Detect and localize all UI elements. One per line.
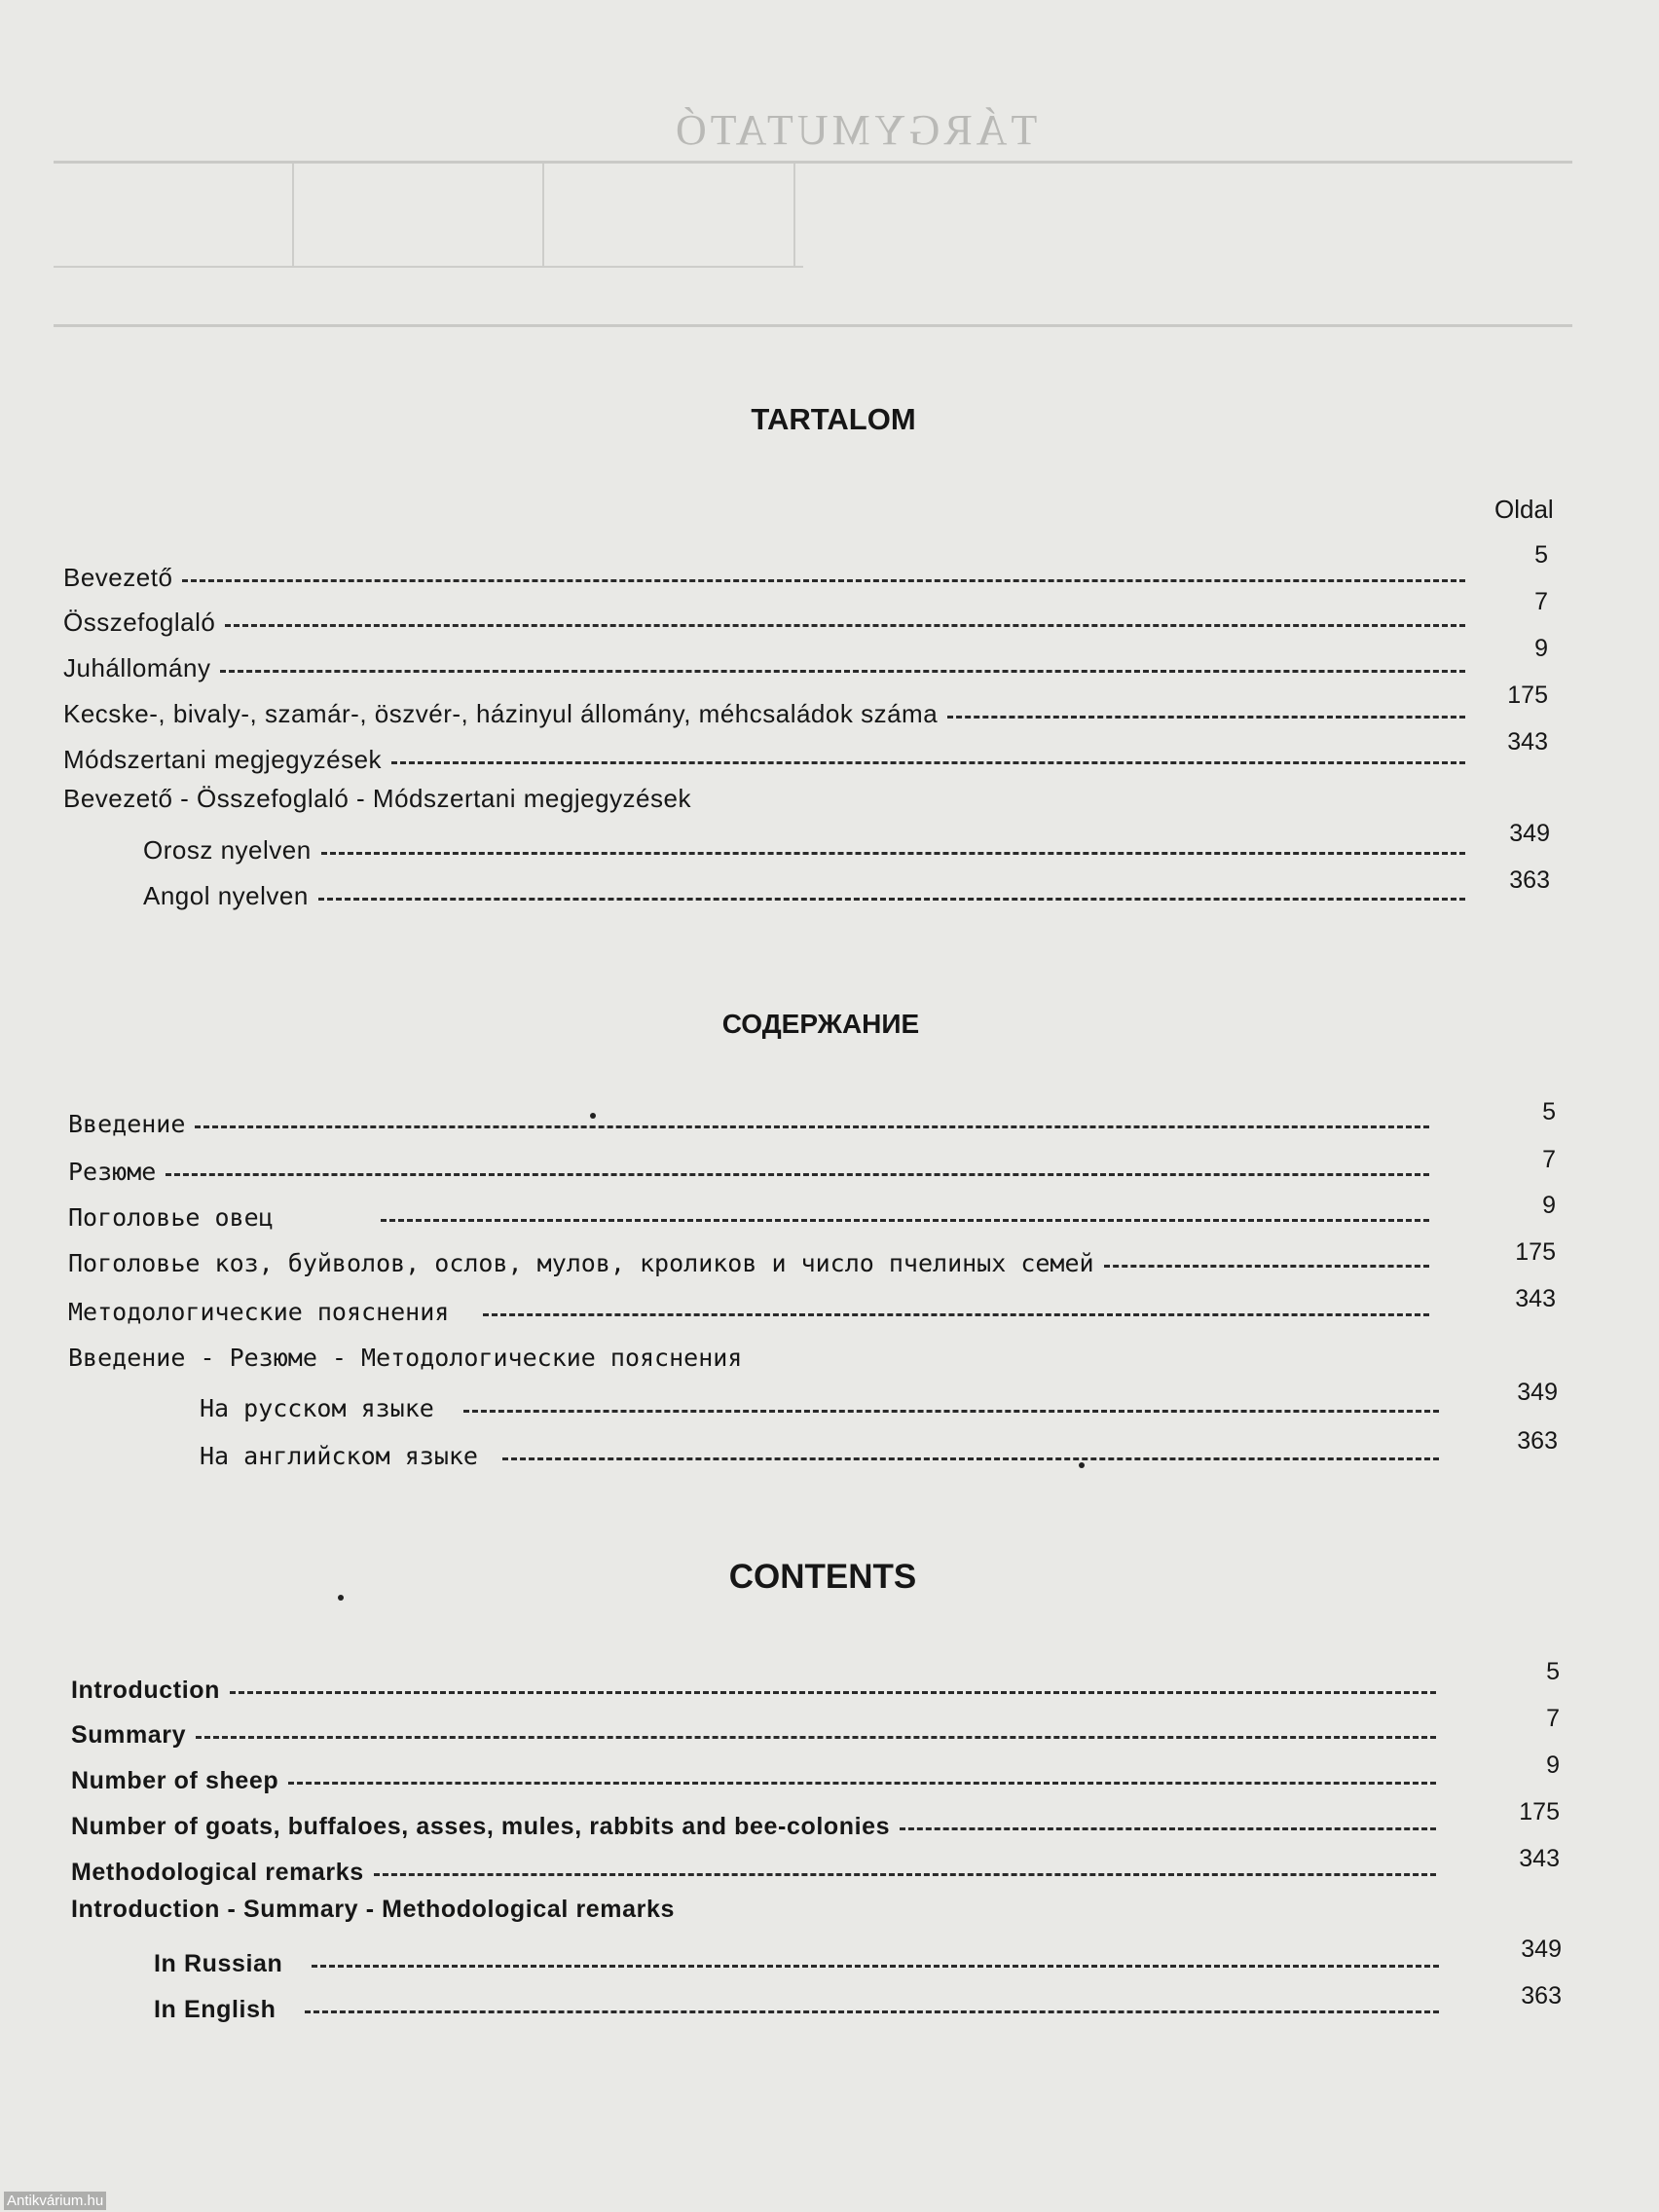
toc-sub-entry[interactable] [200,1442,1449,1470]
dot-leader [166,1173,1429,1176]
section-title-russian: СОДЕРЖАНИЕ [721,1009,920,1039]
toc-entry[interactable] [68,1203,1439,1232]
toc-group-heading: Bevezető - Összefoglaló - Módszertani megjegyzések [63,784,691,813]
dot-leader [900,1827,1436,1830]
dot-leader [391,761,1465,764]
dot-leader [288,1782,1436,1785]
toc-page-number: 9 [1546,1751,1560,1779]
toc-entry[interactable] [68,1298,1439,1326]
dot-leader [195,1125,1429,1128]
toc-entry-label: Резюме [68,1158,157,1186]
bleed-through-table [54,161,1572,327]
section-title-hungarian: TARTALOM [751,402,916,436]
toc-entry[interactable] [63,745,1475,775]
toc-page-number: 5 [1542,1098,1556,1125]
dot-leader [225,624,1465,627]
ink-speck [338,1595,344,1601]
toc-page-number: 7 [1546,1705,1560,1732]
toc-sub-entry[interactable] [143,835,1475,866]
toc-page-number: 5 [1534,541,1548,569]
dot-leader [230,1691,1436,1694]
toc-entry[interactable] [71,1859,1446,1887]
toc-entry-label: Number of sheep [71,1767,279,1794]
toc-entry-label: Introduction [71,1677,221,1704]
ink-speck [1079,1462,1085,1468]
toc-entry[interactable] [71,1813,1446,1841]
toc-entry-label: Поголовье овец [68,1203,274,1232]
section-title-english: CONTENTS [728,1558,917,1596]
dot-leader [196,1736,1436,1739]
toc-page-number: 349 [1521,1936,1562,1963]
toc-entry-label: На английском языке [200,1442,478,1470]
toc-page-number: 349 [1517,1379,1558,1406]
dot-leader [381,1219,1429,1222]
toc-page-number: 343 [1507,728,1548,756]
toc-entry[interactable] [63,608,1475,638]
toc-entry-label: Поголовье коз, буйволов, ослов, мулов, кроликов и число пчелиных семей [68,1249,1094,1277]
dot-leader [305,2010,1439,2013]
toc-entry-label: Kecske-, bivaly-, szamár-, öszvér-, házinyul állomány, méhcsaládok száma [63,699,939,728]
toc-sub-entry[interactable] [143,881,1475,911]
toc-entry[interactable] [68,1110,1439,1138]
toc-entry[interactable] [68,1158,1439,1186]
toc-page-number: 175 [1519,1798,1560,1825]
toc-entry[interactable] [68,1249,1439,1277]
watermark: Antikvárium.hu [4,2192,106,2210]
page-column-label: Oldal [1494,495,1554,524]
toc-page-number: 343 [1519,1845,1560,1872]
dot-leader [318,898,1465,901]
toc-page-number: 363 [1517,1427,1558,1455]
toc-entry-label: Методологические пояснения [68,1298,450,1326]
dot-leader [374,1873,1436,1876]
toc-page-number: 5 [1546,1658,1560,1685]
toc-entry[interactable] [63,563,1475,593]
toc-entry[interactable] [71,1721,1446,1750]
toc-entry[interactable] [63,653,1475,683]
ink-speck [590,1113,596,1119]
toc-page-number: 349 [1509,820,1550,847]
toc-sub-entry[interactable] [200,1394,1449,1422]
toc-entry-label: Módszertani megjegyzések [63,745,383,774]
dot-leader [463,1410,1439,1413]
dot-leader [1104,1265,1429,1268]
toc-page-number: 175 [1507,682,1548,709]
toc-entry-label: Number of goats, buffaloes, asses, mules, rabbits and bee-colonies [71,1813,891,1840]
toc-entry-label: In Russian [154,1950,283,1977]
toc-entry-label: Methodological remarks [71,1859,364,1886]
toc-entry-label: Введение [68,1110,186,1138]
dot-leader [220,670,1465,673]
dot-leader [502,1457,1439,1460]
toc-page-number: 363 [1521,1982,1562,2009]
toc-group-heading: Введение - Резюме - Методологические пояснения [68,1344,743,1372]
toc-entry-label: Summary [71,1721,187,1749]
toc-sub-entry[interactable] [154,1950,1449,1978]
toc-sub-entry[interactable] [154,1996,1449,2024]
toc-entry-label: In English [154,1996,276,2023]
toc-entry-label: Angol nyelven [143,881,309,910]
toc-page-number: 7 [1542,1146,1556,1173]
dot-leader [947,716,1465,719]
toc-page-number: 7 [1534,588,1548,615]
toc-group-heading: Introduction - Summary - Methodological remarks [71,1896,675,1923]
toc-page-number: 9 [1542,1192,1556,1219]
bleed-through-text: TÁRGYMUTATÓ [672,106,1038,154]
dot-leader [483,1313,1429,1316]
toc-page-number: 343 [1515,1285,1556,1312]
toc-entry-label: На русском языке [200,1394,434,1422]
toc-entry[interactable] [63,699,1475,729]
toc-entry-label: Orosz nyelven [143,835,312,865]
toc-page-number: 9 [1534,635,1548,662]
toc-entry[interactable] [71,1677,1446,1705]
toc-entry[interactable] [71,1767,1446,1795]
dot-leader [182,579,1465,582]
toc-page-number: 363 [1509,866,1550,894]
dot-leader [312,1965,1439,1968]
dot-leader [321,852,1465,855]
toc-entry-label: Összefoglaló [63,608,216,637]
toc-entry-label: Bevezető [63,563,173,592]
toc-entry-label: Juhállomány [63,653,211,682]
toc-page-number: 175 [1515,1238,1556,1266]
